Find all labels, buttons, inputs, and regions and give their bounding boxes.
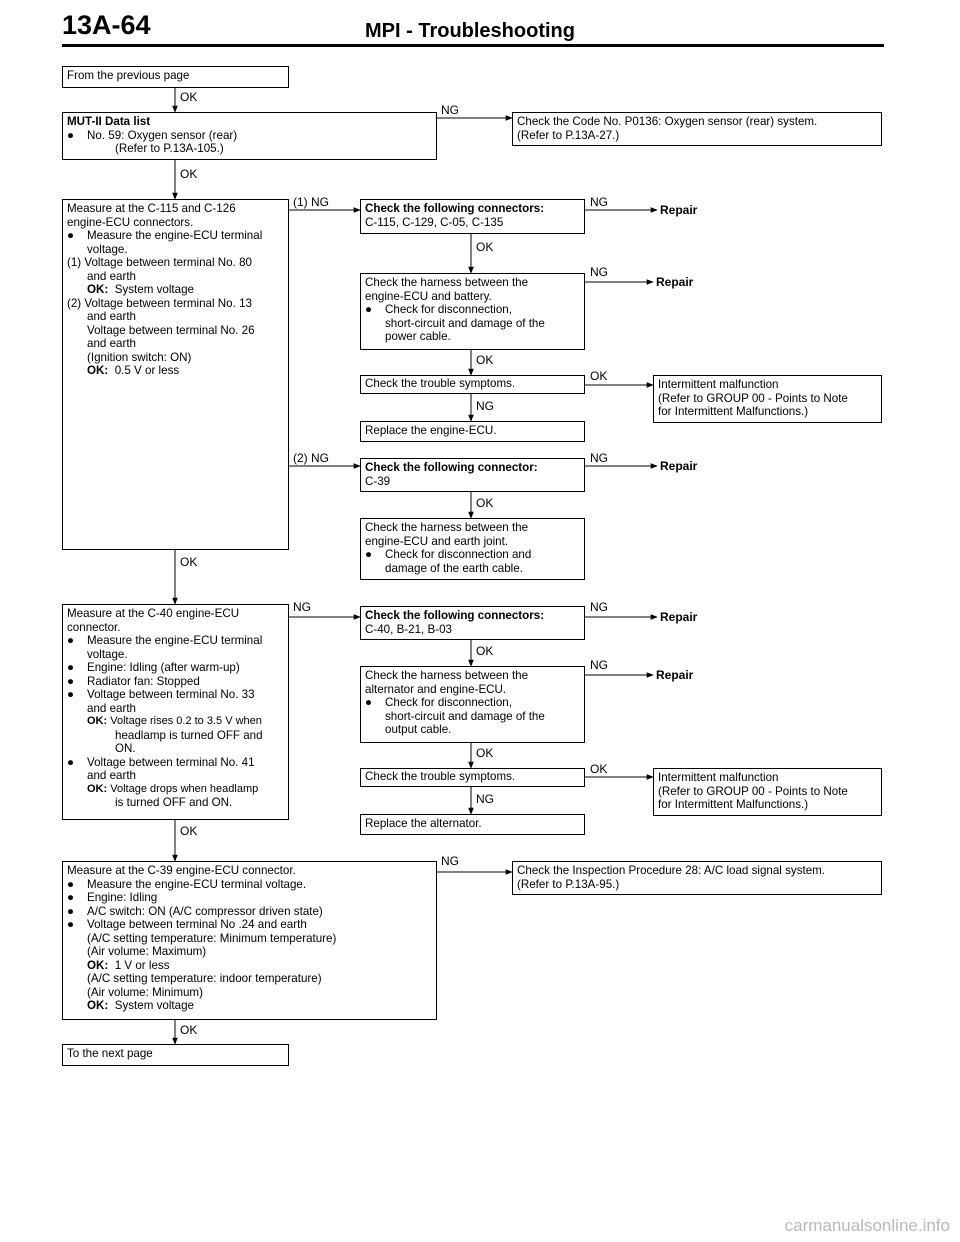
repair-label: Repair (656, 275, 694, 289)
ok-label: OK (476, 496, 494, 510)
measure-c115-c126-box: Measure at the C-115 and C-126 engine-ECU connectors. ● Measure the engine-ECU terminal voltage. (1) Voltage between terminal No. 80 and earth OK: System voltage (2) Voltage between terminal No. 13 and earth Voltage between terminal No. 26 and earth (Ignition switch: ON) OK: 0.5 V or less (62, 199, 289, 550)
ok-label: OK (590, 369, 608, 383)
check-inspection-28-box: Check the Inspection Procedure 28: A/C load signal system. (Refer to P.13A-95.) (512, 861, 882, 895)
repair-label: Repair (656, 668, 694, 682)
intermittent-malfunction-1: Intermittent malfunction (Refer to GROUP 00 - Points to Note for Intermittent Malfunctions.) (653, 375, 882, 423)
replace-engine-ecu-box: Replace the engine-ECU. (360, 421, 585, 442)
ng-label: NG (476, 792, 494, 806)
ng-label: NG (441, 854, 459, 868)
check-harness-alternator-box: Check the harness between the alternator and engine-ECU. ● Check for disconnection, short-circuit and damage of the output cable. (360, 666, 585, 743)
ok-label: OK (180, 167, 198, 181)
ok-label: OK (476, 746, 494, 760)
mut-data-list-box: MUT-II Data list ● No. 59: Oxygen sensor (rear) (Refer to P.13A-105.) (62, 112, 437, 160)
ok-label: OK (476, 353, 494, 367)
watermark: carmanualsonline.info (784, 1216, 950, 1235)
ng-label: NG (590, 600, 608, 614)
ng-label: NG (293, 600, 311, 614)
check-trouble-symptoms-2: Check the trouble symptoms. (360, 768, 585, 787)
ok-label: OK (180, 90, 198, 104)
ng-label: NG (476, 399, 494, 413)
ng-label: NG (441, 103, 459, 117)
measure-c39-box: Measure at the C-39 engine-ECU connector. ● Measure the engine-ECU terminal voltage. ● Engine: Idling ● A/C switch: ON (A/C compressor driven state) ● Voltage between terminal No .24 and earth (A/C setting temperature: Minimum temperature) (Air volume: Maximum) OK: 1 V or less (A/C setting temperature: indoor temperature) (Air volume: Minimum) OK: System voltage (62, 861, 437, 1020)
ng-label: NG (590, 195, 608, 209)
check-connectors-c40-box: Check the following connectors: C-40, B-21, B-03 (360, 606, 585, 640)
measure-c40-box: Measure at the C-40 engine-ECU connector. ● Measure the engine-ECU terminal voltage. ● Engine: Idling (after warm-up) ● Radiator fan: Stopped ● Voltage between terminal No. 33 and earth OK: Voltage rises 0.2 to 3.5 V when headlamp is turned OFF and ON. ● Voltage between terminal No. 41 and earth OK: Voltage drops when headlamp is turned OFF and ON. (62, 604, 289, 820)
intermittent-malfunction-2: Intermittent malfunction (Refer to GROUP 00 - Points to Note for Intermittent Malfunctions.) (653, 768, 882, 816)
check-harness-earth-box: Check the harness between the engine-ECU and earth joint. ● Check for disconnection and damage of the earth cable. (360, 518, 585, 580)
to-next-page: To the next page (62, 1044, 289, 1066)
ng-label: NG (590, 265, 608, 279)
ng-label: NG (590, 658, 608, 672)
check-connector-c39-box: Check the following connector: C-39 (360, 458, 585, 492)
check-p0136-box: Check the Code No. P0136: Oxygen sensor (rear) system. (Refer to P.13A-27.) (512, 112, 882, 146)
ng2-label: (2) NG (293, 451, 329, 465)
check-connectors-c115-box: Check the following connectors: C-115, C-129, C-05, C-135 (360, 199, 585, 234)
repair-label: Repair (660, 203, 698, 217)
ng1-label: (1) NG (293, 195, 329, 209)
ok-label: OK (180, 824, 198, 838)
from-previous-page: From the previous page (62, 66, 289, 88)
page-title: MPI - Troubleshooting (365, 20, 575, 42)
check-trouble-symptoms-1: Check the trouble symptoms. (360, 375, 585, 394)
replace-alternator-box: Replace the alternator. (360, 814, 585, 835)
repair-label: Repair (660, 459, 698, 473)
page-number: 13A-64 (62, 10, 151, 40)
ok-label: OK (180, 555, 198, 569)
ok-label: OK (476, 240, 494, 254)
check-harness-battery-box: Check the harness between the engine-ECU and battery. ● Check for disconnection, short-circuit and damage of the power cable. (360, 273, 585, 350)
ok-label: OK (180, 1023, 198, 1037)
ok-label: OK (476, 644, 494, 658)
repair-label: Repair (660, 610, 698, 624)
ok-label: OK (590, 762, 608, 776)
ng-label: NG (590, 451, 608, 465)
